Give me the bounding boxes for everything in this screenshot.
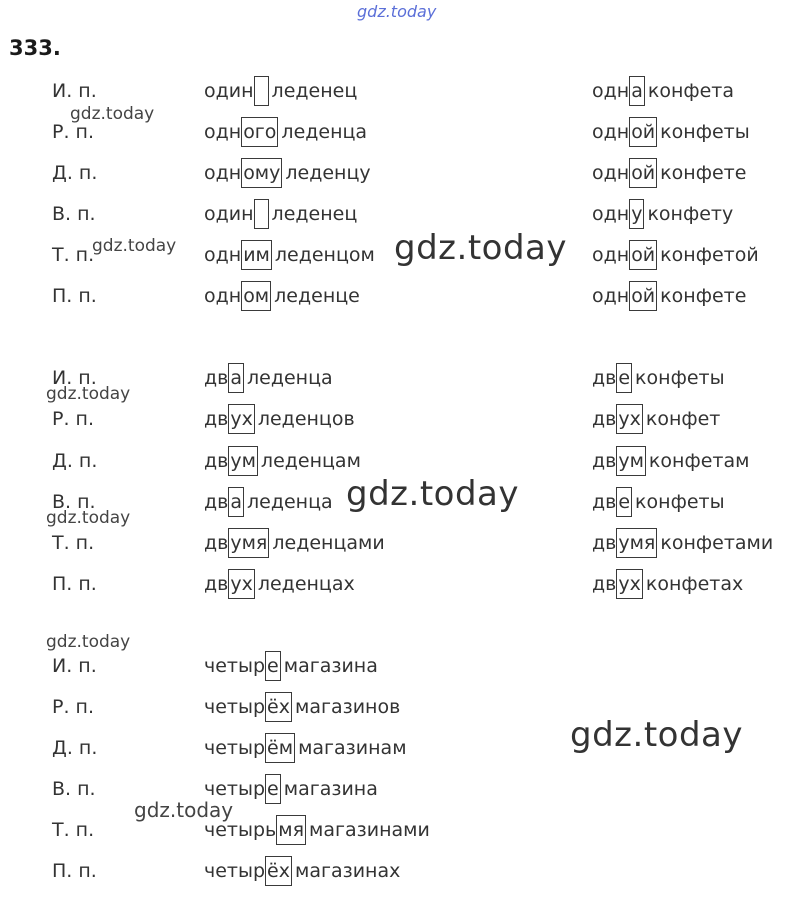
- noun: конфет: [645, 408, 721, 430]
- ending-box: ой: [629, 281, 657, 311]
- ending-box: е: [616, 487, 632, 517]
- noun: леденце: [274, 285, 360, 307]
- noun: конфеты: [635, 367, 725, 389]
- ending-box: ом: [241, 281, 271, 311]
- table-row: [0, 815, 799, 845]
- masculine-phrase: [204, 76, 357, 106]
- noun: магазина: [283, 778, 378, 800]
- word-stem: дв: [592, 491, 617, 513]
- word-stem: одн: [592, 285, 630, 307]
- word-stem: один: [204, 203, 254, 225]
- numeral-phrase: [204, 815, 430, 845]
- word-stem: дв: [204, 450, 229, 472]
- noun: конфеты: [660, 121, 750, 143]
- word-stem: одн: [204, 285, 242, 307]
- feminine-phrase: [592, 281, 746, 311]
- case-label: В. п.: [52, 491, 96, 513]
- ending-box: ого: [241, 117, 278, 147]
- table-row: [0, 199, 799, 229]
- ending-box: а: [228, 363, 244, 393]
- ending-box: ой: [629, 117, 657, 147]
- word-stem: дв: [592, 367, 617, 389]
- noun: леденца: [281, 121, 368, 143]
- watermark: gdz.today: [134, 798, 234, 822]
- noun: леденцов: [257, 408, 355, 430]
- masculine-phrase: [204, 158, 371, 188]
- word-stem: одн: [592, 121, 630, 143]
- table-row: [0, 856, 799, 886]
- word-stem: один: [204, 80, 254, 102]
- case-label: Т. п.: [52, 244, 95, 266]
- case-label: В. п.: [52, 778, 96, 800]
- ending-box: ум: [616, 446, 646, 476]
- ending-box: ух: [228, 404, 255, 434]
- watermark: gdz.today: [570, 715, 743, 755]
- noun: магазинами: [309, 819, 430, 841]
- masculine-phrase: [204, 240, 375, 270]
- masculine-phrase: [204, 569, 355, 599]
- feminine-phrase: [592, 363, 725, 393]
- table-row: [0, 76, 799, 106]
- masculine-phrase: [204, 404, 355, 434]
- ending-box: ух: [616, 404, 643, 434]
- word-stem: дв: [204, 532, 229, 554]
- table-row: [0, 651, 799, 681]
- word-stem: четыр: [204, 696, 266, 718]
- table-row: [0, 774, 799, 804]
- noun: конфетами: [660, 532, 774, 554]
- case-label: П. п.: [52, 285, 97, 307]
- masculine-phrase: [204, 199, 357, 229]
- case-label: П. п.: [52, 573, 97, 595]
- masculine-phrase: [204, 528, 385, 558]
- noun: леденцам: [260, 450, 361, 472]
- ending-box: мя: [276, 815, 306, 845]
- case-label: Т. п.: [52, 819, 95, 841]
- word-stem: четыр: [204, 860, 266, 882]
- exercise-number: 333.: [9, 36, 61, 60]
- table-row: [0, 446, 799, 476]
- feminine-phrase: [592, 404, 720, 434]
- case-label: Р. п.: [52, 121, 94, 143]
- ending-box: ух: [616, 569, 643, 599]
- feminine-phrase: [592, 158, 746, 188]
- ending-box: ёх: [265, 856, 292, 886]
- word-stem: одн: [204, 121, 242, 143]
- feminine-phrase: [592, 446, 749, 476]
- noun: леденцах: [257, 573, 355, 595]
- word-stem: четыр: [204, 655, 266, 677]
- noun: конфетой: [660, 244, 759, 266]
- ending-box: [254, 199, 269, 229]
- noun: магазинам: [298, 737, 407, 759]
- ending-box: е: [265, 774, 281, 804]
- masculine-phrase: [204, 446, 361, 476]
- case-label: И. п.: [52, 80, 97, 102]
- noun: магазина: [283, 655, 378, 677]
- noun: конфетах: [645, 573, 744, 595]
- word-stem: одн: [204, 162, 242, 184]
- watermark-top: gdz.today: [357, 2, 437, 21]
- masculine-phrase: [204, 487, 333, 517]
- word-stem: дв: [592, 573, 617, 595]
- table-row: [0, 528, 799, 558]
- case-label: И. п.: [52, 367, 97, 389]
- noun: леденца: [247, 491, 333, 513]
- feminine-phrase: [592, 569, 743, 599]
- ending-box: ёх: [265, 692, 292, 722]
- table-row: [0, 404, 799, 434]
- noun: магазинах: [294, 860, 401, 882]
- case-label: И. п.: [52, 655, 97, 677]
- table-row: [0, 569, 799, 599]
- watermark: gdz.today: [70, 104, 155, 124]
- word-stem: одн: [204, 244, 242, 266]
- ending-box: умя: [616, 528, 657, 558]
- ending-box: умя: [228, 528, 269, 558]
- word-stem: дв: [204, 573, 229, 595]
- word-stem: одн: [592, 203, 630, 225]
- ending-box: е: [616, 363, 632, 393]
- case-label: Д. п.: [52, 737, 98, 759]
- ending-box: ём: [265, 733, 295, 763]
- ending-box: а: [228, 487, 244, 517]
- word-stem: одн: [592, 162, 630, 184]
- word-stem: дв: [592, 532, 617, 554]
- noun: леденца: [247, 367, 333, 389]
- watermark: gdz.today: [46, 384, 131, 404]
- word-stem: дв: [204, 491, 229, 513]
- feminine-phrase: [592, 487, 725, 517]
- ending-box: у: [629, 199, 644, 229]
- noun: конфете: [660, 162, 747, 184]
- ending-box: а: [629, 76, 645, 106]
- word-stem: четыр: [204, 737, 266, 759]
- word-stem: четырь: [204, 819, 277, 841]
- watermark: gdz.today: [46, 632, 131, 652]
- noun: конфета: [647, 80, 735, 102]
- noun: леденцом: [274, 244, 375, 266]
- feminine-phrase: [592, 117, 750, 147]
- noun: леденцу: [285, 162, 371, 184]
- word-stem: четыр: [204, 778, 266, 800]
- case-label: Р. п.: [52, 408, 94, 430]
- table-row: [0, 158, 799, 188]
- word-stem: дв: [204, 408, 229, 430]
- feminine-phrase: [592, 76, 734, 106]
- ending-box: [254, 76, 269, 106]
- numeral-phrase: [204, 733, 407, 763]
- masculine-phrase: [204, 117, 367, 147]
- ending-box: ому: [241, 158, 282, 188]
- feminine-phrase: [592, 199, 733, 229]
- word-stem: дв: [592, 408, 617, 430]
- numeral-phrase: [204, 692, 400, 722]
- ending-box: ой: [629, 240, 657, 270]
- word-stem: дв: [204, 367, 229, 389]
- masculine-phrase: [204, 363, 333, 393]
- masculine-phrase: [204, 281, 360, 311]
- case-label: Д. п.: [52, 162, 98, 184]
- table-row: [0, 281, 799, 311]
- case-label: Р. п.: [52, 696, 94, 718]
- case-label: Т. п.: [52, 532, 95, 554]
- word-stem: одн: [592, 244, 630, 266]
- word-stem: одн: [592, 80, 630, 102]
- watermark: gdz.today: [46, 508, 131, 528]
- noun: леденцами: [272, 532, 385, 554]
- numeral-phrase: [204, 651, 378, 681]
- watermark: gdz.today: [346, 474, 519, 514]
- noun: конфету: [647, 203, 734, 225]
- ending-box: ум: [228, 446, 258, 476]
- noun: магазинов: [294, 696, 401, 718]
- noun: конфетам: [648, 450, 750, 472]
- ending-box: е: [265, 651, 281, 681]
- feminine-phrase: [592, 528, 773, 558]
- case-label: В. п.: [52, 203, 96, 225]
- word-stem: дв: [592, 450, 617, 472]
- noun: леденец: [271, 203, 358, 225]
- case-label: П. п.: [52, 860, 97, 882]
- ending-box: ой: [629, 158, 657, 188]
- noun: конфеты: [635, 491, 725, 513]
- noun: леденец: [271, 80, 358, 102]
- ending-box: им: [241, 240, 272, 270]
- noun: конфете: [660, 285, 747, 307]
- ending-box: ух: [228, 569, 255, 599]
- watermark: gdz.today: [394, 228, 567, 268]
- feminine-phrase: [592, 240, 759, 270]
- case-label: Д. п.: [52, 450, 98, 472]
- numeral-phrase: [204, 856, 400, 886]
- watermark: gdz.today: [92, 236, 177, 256]
